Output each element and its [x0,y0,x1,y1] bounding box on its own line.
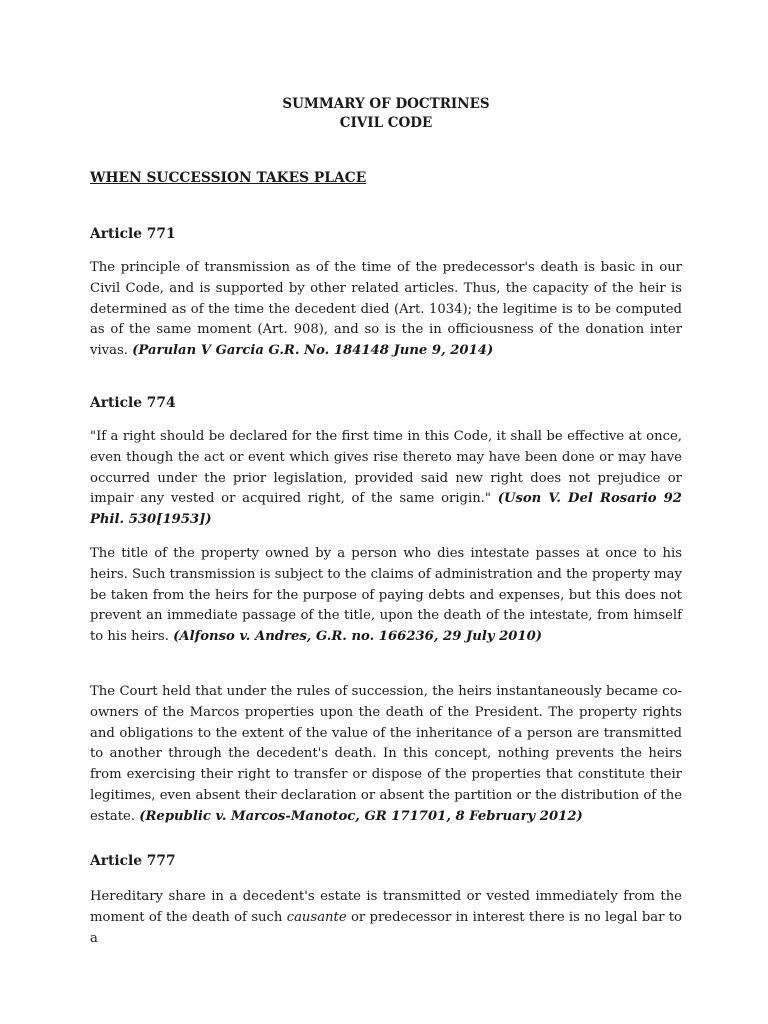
article-774-heading: Article 774 [90,395,176,411]
document-page [90,0,682,1024]
article-774-quote-paragraph [90,427,682,531]
article-774-para2-text: The title of the property owned by a person who dies intestate passes at once to his heirs. Such transmission is subject to the claims of administration and the property may be taken from the heirs for the purpose of paying debts and expenses, but this does not prevent an immediate passage of the title, upon the death of the intestate, from himself to his heirs. [90,546,682,645]
article-774-quote-citation: (Uson V. Del Rosario 92 Phil. 530[1953]) [90,491,682,528]
document-subtitle: CIVIL CODE [339,115,433,131]
section-heading: WHEN SUCCESSION TAKES PLACE [90,170,367,186]
article-777-paragraph [90,887,682,949]
article-777-text-italic: causante [286,909,347,925]
article-774-quote-text: "If a right should be declared for the first time in this Code, it shall be effective at once, even though the act or event which gives rise thereto may have been done or may have occurred under the prior legislation, provided said new right does not prejudice or impair any vested or acquired right, of the same origin." [90,429,682,507]
article-774-para3-citation: (Republic v. Marcos-Manotoc, GR 171701, 8 February 2012) [139,808,583,824]
article-771-paragraph [90,258,682,362]
article-774-para2-citation: (Alfonso v. Andres, G.R. no. 166236, 29 July 2010) [173,629,543,645]
article-777-text-before: Hereditary share in a decedent's estate is transmitted or vested immediately from the moment of the death of such [90,889,682,925]
article-774-paragraph-2 [90,544,682,648]
article-771-citation: (Parulan V Garcia G.R. No. 184148 June 9, 2014) [132,343,494,359]
article-771-heading: Article 771 [90,226,176,242]
article-777-heading: Article 777 [90,853,176,869]
article-774-paragraph-3 [90,682,682,828]
article-777-text-after: or predecessor in interest there is no legal bar to a [90,909,682,946]
article-774-para3-text: The Court held that under the rules of succession, the heirs instantaneously became co-owners of the Marcos properties upon the death of the President. The property rights and obligations to the extent of the value of the inheritance of a person are transmitted to another through the decedent's death. In this concept, nothing prevents the heirs from exercising their right to transfer or dispose of the properties that constitute their legitimes, even absent their declaration or absent the partition or the distribution of the estate. [90,684,682,824]
article-771-text: The principle of transmission as of the time of the predecessor's death is basic in our Civil Code, and is supported by other related articles. Thus, the capacity of the heir is determined as of the time the decedent died (Art. 1034); the legitime is to be computed as of the same moment (Art. 908), and so is the in officiousness of the donation inter vivas. [90,260,682,359]
document-title: SUMMARY OF DOCTRINES [282,96,490,112]
